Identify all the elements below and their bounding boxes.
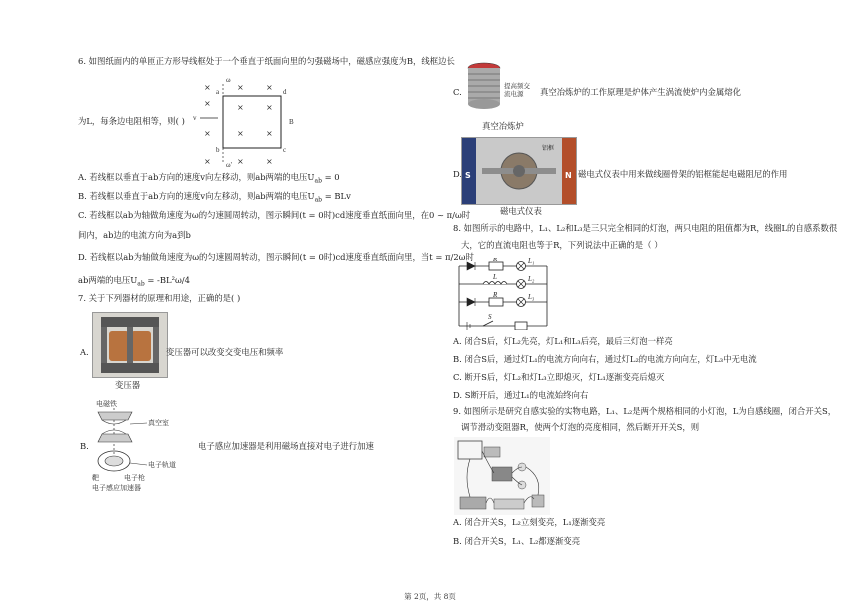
q6-option-d-line2-text: ab两端的电压U — [78, 275, 138, 285]
q7-stem: 7. 关于下列器材的原理和用途，正确的是( ) — [78, 293, 241, 303]
q8-stem-line2: 大，它的直流电阻也等于R，下列说法中正确的是（ ） — [461, 240, 663, 250]
q6-option-a — [78, 173, 340, 186]
svg-text:×: × — [204, 83, 211, 92]
q9-option-b: B. 闭合开关S，L₁、L₂都逐渐变亮 — [453, 536, 581, 546]
q7-betatron-figure — [92, 398, 198, 496]
q6-fig-B-label: B — [289, 118, 294, 126]
q6-option-c-line2: 间内，ab边的电流方向为a到b — [78, 230, 191, 240]
q6-option-a-tail: = 0 — [321, 172, 340, 182]
svg-text:×: × — [204, 99, 211, 108]
q7-betatron-vacuum-label: 真空室 — [148, 419, 169, 427]
q9-circuit-photo — [454, 437, 550, 515]
q7-option-b-label: B. — [80, 441, 89, 451]
q8-fig-L-label: L — [493, 273, 497, 281]
svg-text:×: × — [266, 129, 273, 138]
q6-fig-c-label: c — [283, 146, 287, 154]
q6-option-b-tail: = BLv — [322, 191, 351, 201]
q7-betatron-gun-label: 电子枪 — [124, 474, 145, 482]
q6-option-d-tail: = -BL²ω/4 — [144, 275, 190, 285]
q6-fig-a-label: a — [216, 88, 220, 96]
q6-option-a-sub: ab — [314, 177, 322, 185]
q7-furnace-figure — [462, 58, 540, 120]
q7-transformer-photo — [92, 312, 168, 378]
q7-betatron-orbit-label: 电子轨道 — [148, 461, 176, 469]
svg-text:×: × — [266, 157, 273, 166]
svg-text:×: × — [266, 103, 273, 112]
q8-option-b: B. 闭合S后，通过灯L₁的电流方向向右，通过灯L₂的电流方向向左，灯L₃中无电流 — [453, 354, 757, 364]
q8-fig-L2-label: L₂ — [528, 275, 535, 283]
q6-fig-b-label: b — [216, 146, 220, 154]
q8-fig-L1-label: L₁ — [528, 258, 535, 265]
svg-text:×: × — [237, 157, 244, 166]
q9-stem-line1: 9. 如图所示是研究自感实验的实物电路，L₁、L₂是两个规格相同的小灯泡，L为自感线圈，闭合开关S， — [453, 406, 837, 416]
q7-option-d-label: D. — [453, 169, 463, 179]
q7-furnace-caption: 真空冶炼炉 — [482, 121, 524, 131]
q8-option-c: C. 断开S后，灯L₂和灯L₃立即熄灭，灯L₁逐渐变亮后熄灭 — [453, 372, 665, 382]
q8-fig-R-label: R — [493, 258, 498, 263]
q7-transformer-caption: 变压器 — [115, 380, 141, 390]
q7-option-a-text: 变压器可以改变交变电压和频率 — [166, 347, 284, 357]
q6-option-b-sub: ab — [314, 196, 323, 204]
q6-stem-line2: 为L，每条边电阻相等，则( ) — [78, 116, 185, 126]
q6-option-c: C. 若线框以ab为轴做角速度为ω的匀速圆周转动，图示瞬间(t = 0时)cd速度垂直纸面向里，在0 ~ π/ω时 — [78, 210, 471, 220]
q8-fig-R2-label: R — [493, 291, 498, 299]
q6-option-d-line2 — [78, 276, 190, 289]
q8-circuit-figure — [455, 258, 555, 330]
q6-fig-field-crosses — [204, 83, 273, 166]
q6-figure — [192, 76, 302, 168]
q6-stem-line1: 6. 如图纸面内的单匝正方形导线框处于一个垂直于纸面向里的匀强磁场中，磁感应强度为B，线框边长 — [78, 56, 455, 66]
svg-text:×: × — [204, 129, 211, 138]
q7-option-a-label: A. — [80, 347, 89, 357]
q6-option-d-sub: ab — [137, 280, 145, 288]
q7-option-d-text: 磁电式仪表中用来做线圈骨架的铝框能起电磁阻尼的作用 — [578, 169, 788, 179]
q6-fig-omega-prime-label: ω' — [226, 161, 232, 168]
q6-option-a-text: A. 若线框以垂直于ab方向的速度v向左移动，则ab两端的电压U — [78, 172, 315, 182]
q9-stem-line2: 调节滑动变阻器R，使两个灯泡的亮度相同，然后断开开关S，则 — [461, 422, 700, 432]
svg-text:×: × — [237, 83, 244, 92]
q8-fig-L3-label: L₃ — [528, 293, 535, 301]
q6-fig-omega-label: ω — [226, 76, 231, 84]
svg-text:×: × — [237, 129, 244, 138]
q8-stem-line1: 8. 如图所示的电路中，L₁、L₂和L₃是三只完全相同的灯泡，两只电阻的阻值都为R，线圈L的自感系数很 — [453, 223, 838, 233]
svg-text:×: × — [237, 103, 244, 112]
q7-meter-frame-label: 铝框 — [542, 146, 555, 152]
q6-option-d: D. 若线框以ab为轴做角速度为ω的匀速圆周转动，图示瞬间(t = 0时)cd速度垂直纸面向里，当t = π/2ω时 — [78, 252, 474, 262]
q7-betatron-magnet-label: 电磁铁 — [96, 400, 117, 408]
q9-option-a: A. 闭合开关S，L₂立刻变亮，L₁逐渐变亮 — [453, 517, 606, 527]
q7-meter-s-label: S — [465, 171, 471, 180]
svg-text:×: × — [204, 157, 211, 166]
q7-furnace-coil-label2: 流电源 — [504, 91, 524, 98]
q7-meter-photo — [461, 137, 577, 205]
q6-option-b-text: B. 若线框以垂直于ab方向的速度v向左移动，则ab两端的电压U — [78, 191, 315, 201]
q6-fig-d-label: d — [283, 88, 287, 96]
q8-option-d: D. S断开后，通过L₁的电流始终向右 — [453, 390, 589, 400]
q7-furnace-coil-label: 提高频交 — [504, 83, 530, 90]
q6-option-b — [78, 192, 351, 205]
q7-betatron-caption: 电子感应加速器 — [92, 484, 141, 492]
q7-meter-caption: 磁电式仪表 — [500, 206, 542, 216]
page-footer: 第 2页，共 8页 — [404, 592, 456, 601]
q7-option-b-text: 电子感应加速器是利用磁场直接对电子进行加速 — [198, 441, 374, 451]
q7-meter-n-label: N — [565, 171, 572, 180]
q7-betatron-target-label: 靶 — [92, 474, 99, 482]
q7-option-c-label: C. — [453, 87, 462, 97]
q7-option-c-text: 真空冶炼炉的工作原理是炉体产生涡流使炉内金属熔化 — [540, 87, 741, 97]
q8-option-a: A. 闭合S后，灯L₂先亮，灯L₁和L₃后亮，最后三灯泡一样亮 — [453, 336, 673, 346]
q6-fig-v-label: v — [193, 114, 197, 122]
q8-fig-S-label: S — [488, 313, 492, 321]
svg-text:×: × — [266, 83, 273, 92]
